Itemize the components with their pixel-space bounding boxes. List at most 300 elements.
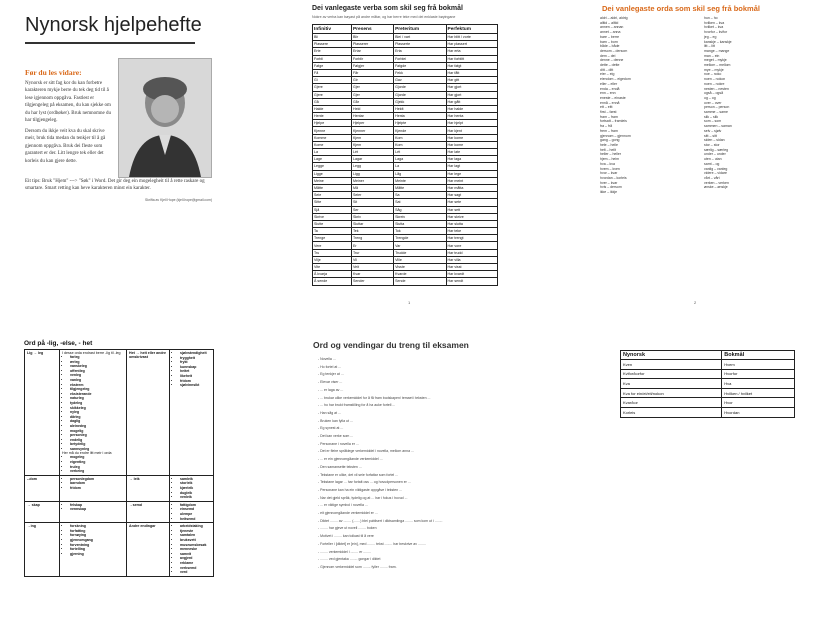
verb-cell: Har halde [446, 105, 497, 112]
portrait-icon [119, 59, 211, 177]
word-pair: eier – eig [600, 72, 615, 77]
nb-cell: Hvem [722, 360, 795, 370]
word-pair: heller – heller [600, 152, 622, 157]
word-pair: hvor – kvar [600, 171, 618, 176]
phrase-text: Det er fleire språklege verkemiddel i novella, mellom anna ... [320, 449, 414, 454]
word-pair: slik – slik [704, 114, 719, 119]
bullet-dash: - [318, 541, 321, 546]
phrase-line [318, 541, 442, 549]
phrase-line [318, 402, 442, 410]
phrase-text: ... er laga av ... [320, 387, 344, 392]
verb-cell: Har kjent [446, 127, 497, 134]
bullet-dash: - [318, 495, 321, 500]
verb-cell: Sjå [313, 206, 352, 213]
word-pair: samt – og [704, 161, 720, 166]
title-rule [25, 42, 195, 44]
word-pair: fram – fram [600, 114, 618, 119]
word-pair: frem – fram [600, 128, 618, 133]
suffix-item: • venleg [70, 373, 124, 378]
suffix-list [172, 524, 211, 575]
verb-cell: Vilje [313, 256, 352, 263]
word-pair: enn – enn [600, 91, 616, 96]
phrase-text: ... er ein gjennomgåande verkemiddel ... [320, 457, 383, 462]
verb-cell: Trudde [394, 249, 446, 256]
verb-cell: Ser [351, 206, 393, 213]
verb-cell: Har kome [446, 141, 497, 148]
verb-cell: Må [351, 184, 393, 191]
word-pair: annen – annan [600, 25, 624, 30]
page-4-title: Ord på -lig, -else, - het [24, 340, 93, 347]
verb-cell: Å sende [313, 278, 352, 285]
verb-cell: Visste [394, 264, 446, 271]
phrase-line [318, 533, 442, 541]
verb-cell: Skriv [351, 213, 393, 220]
suffix-item: • betydelig [70, 442, 124, 447]
word-pair: stor – stor [704, 142, 720, 147]
word-pair: selv – sjølv [704, 128, 722, 133]
word-pair: enda – endå [600, 86, 620, 91]
phrase-line [318, 518, 442, 526]
verb-table [312, 24, 498, 286]
nb-cell: Korleis [621, 407, 722, 417]
word-pair: noen – nokon [704, 77, 726, 82]
suffix-item: • truleg [70, 465, 124, 470]
suffix-item: • skikkeleg [70, 406, 124, 411]
suffix-item: • fridom [70, 486, 124, 491]
phrase-text: Han såg at ... [320, 410, 341, 415]
verb-cell: Hentar [351, 113, 393, 120]
verb-cell: Gjorde [394, 91, 446, 98]
suffix-item: • naturleg [70, 396, 124, 401]
verb-col-header: Infinitiv [313, 25, 352, 34]
nb-cell: Kva [621, 379, 722, 389]
word-pair: hvem – kven [600, 166, 620, 171]
phrase-line [318, 556, 442, 564]
bullet-dash: - [318, 364, 321, 369]
nb-cell: Kvar/kor [621, 398, 722, 408]
word-pair: gang – gong [600, 138, 620, 143]
nb-col-header: Nynorsk [621, 351, 722, 360]
verb-cell: Seier [351, 192, 393, 199]
phrase-text: Elevar viser ... [320, 380, 343, 385]
suffix-row [25, 523, 214, 577]
phrase-line [318, 549, 442, 557]
word-pair: sammen – saman [704, 124, 732, 129]
verb-cell: Har plassert [446, 41, 497, 48]
suffix-item: • vanskeleg [70, 364, 124, 369]
verb-cell: Kvarde [394, 271, 446, 278]
nb-row [621, 369, 795, 379]
verb-cell: Har måtta [446, 184, 497, 191]
suffix-label-2: Het → heit eller andre omskrivast [127, 350, 170, 476]
bullet-dash: - [318, 357, 321, 361]
page-2-subtitle: Nokre av verba kan bøyast på andre måtar, og har berre teke med dei enklaste bøyingane [312, 15, 456, 19]
verb-cell: Erte [313, 48, 352, 55]
verb-cell: Slutte [313, 220, 352, 227]
suffix-item: • frykt [180, 360, 211, 365]
verb-cell: Følgde [394, 62, 446, 69]
verb-cell: Forblir [351, 55, 393, 62]
phrase-line [318, 472, 442, 480]
verb-cell: Lét [394, 149, 446, 156]
verb-cell: Gjere [313, 84, 352, 91]
verb-cell: Følge [313, 62, 352, 69]
bullet-dash: - [318, 449, 321, 454]
word-pair: fortsatt – framleis [600, 119, 627, 124]
verb-col-header: Perfektum [446, 25, 497, 34]
phrase-text: ... er viktige symbol i novella ... [320, 503, 368, 508]
word-pair: vårt – vårt [704, 175, 720, 180]
verb-row [313, 98, 498, 105]
verb-cell: Har lege [446, 170, 497, 177]
verb-cell: Har lagt [446, 163, 497, 170]
page-number: 1 [408, 300, 411, 305]
verb-cell: Sluttar [351, 220, 393, 227]
phrase-line [318, 418, 442, 426]
phrase-line [318, 371, 442, 379]
suffix-item: • offentleg [70, 369, 124, 374]
verb-cell: Ta [313, 228, 352, 235]
nb-cell: Hvilken / hvilket [722, 388, 795, 398]
suffix-item: • samleik [180, 477, 211, 482]
portrait-image [118, 58, 212, 178]
word-pair: vanlig – vanleg [704, 166, 728, 171]
verb-cell: Forblei [394, 55, 446, 62]
word-pair: first – først [600, 110, 617, 115]
suffix-examples [60, 475, 127, 501]
suffix-label: →ing [25, 523, 60, 577]
suffix-item: • sjølvinnsikt [180, 383, 211, 388]
nb-row [621, 360, 795, 370]
verb-cell: Har vore [446, 242, 497, 249]
word-pair: hvorfor – kvifor [704, 30, 728, 35]
verb-row [313, 84, 498, 91]
suffix-item: • eksisterande [70, 392, 124, 397]
verb-cell: Blir [351, 34, 393, 41]
verb-cell: Sit [351, 199, 393, 206]
phrase-line [318, 410, 442, 418]
verb-cell: Såg [394, 206, 446, 213]
verb-cell: Lagar [351, 156, 393, 163]
suffix-item: • forfatting [70, 529, 124, 534]
verb-cell: Sa [394, 192, 446, 199]
verb-cell: Har visst [446, 264, 497, 271]
verb-cell: Gjere [313, 91, 352, 98]
verb-cell: Gi [313, 77, 352, 84]
bullet-dash: - [318, 480, 321, 485]
suffix-item: • verd [180, 570, 211, 575]
suffix-item: • reklame [180, 561, 211, 566]
word-pair: helt – heilt [600, 147, 616, 152]
bullet-dash: - [318, 564, 321, 569]
verb-cell: Går [351, 98, 393, 105]
page-1 [0, 0, 230, 300]
bullet-dash: - [318, 487, 321, 492]
word-pair: eneste – einaste [600, 95, 626, 100]
word-pair: ditt – ditt [600, 67, 614, 72]
verb-row [313, 228, 498, 235]
nb-cell: Hvorfor [722, 369, 795, 379]
verb-cell: Trur [351, 249, 393, 256]
intro-heading: Før du les vidare: [25, 68, 82, 77]
phrase-text: Novella ... [320, 357, 336, 361]
verb-cell: Sende [394, 278, 446, 285]
phrase-text: Det kan verke som ... [320, 434, 354, 439]
phrase-text: ... ho har brukt framstilling for å ha auke fortell ... [320, 403, 396, 408]
suffix-item: • eigentleg [70, 460, 124, 465]
word-pair: uten – utan [704, 157, 722, 162]
intro-paragraph-3: Eit tips: Bruk "Hjem" ---> "Søk" i Word. Det gir deg ein mogelegheit til å rette raskare og smartare. Smart retting kan heve karakteren minst ein karakter. [25, 179, 205, 192]
verb-cell: Har teke [446, 228, 497, 235]
suffix-item: • samtalen [180, 533, 211, 538]
verb-cell: Hjelper [351, 120, 393, 127]
suffix-examples-2 [170, 475, 214, 501]
verb-cell: Sitte [313, 199, 352, 206]
phrase-text: ........ verkemiddel i ........ er ........ [320, 549, 372, 554]
phrase-text: eit gjennomgåande verkemiddel er ... [320, 511, 378, 516]
word-pair: både – både [600, 44, 620, 49]
verb-cell: Lage [313, 156, 352, 163]
phrase-text: Motivet i ........ kan tolkast til å vere [320, 534, 374, 539]
verb-row [313, 105, 498, 112]
suffix-item: • museumsbesøk [180, 543, 211, 548]
verb-row [313, 220, 498, 227]
word-pair: alltid – alltid [600, 20, 619, 25]
verb-cell: Kjende [394, 127, 446, 134]
suffix-item: • gjerning [70, 552, 124, 557]
verb-row [313, 34, 498, 41]
word-pair: siden – sidan [704, 138, 725, 143]
verb-row [313, 41, 498, 48]
phrase-line [318, 479, 442, 487]
verb-cell: Tru [313, 249, 352, 256]
verb-cell: Har sendt [446, 278, 497, 285]
bullet-dash: - [318, 403, 321, 408]
verb-cell: Komme [313, 134, 352, 141]
nb-row [621, 407, 795, 417]
verb-cell: Har trudd [446, 249, 497, 256]
word-pair: mellom – mellom [704, 63, 731, 68]
word-pair: bare – berre [600, 34, 620, 39]
verb-cell: Veit [351, 264, 393, 271]
page-2-title: Dei vanlegaste verba som skil seg frå bokmål [312, 5, 463, 12]
suffix-note: Her må du endre litt meir i orda [62, 451, 112, 456]
phrase-line [318, 395, 442, 403]
suffix-table [24, 349, 214, 577]
bullet-dash: - [318, 426, 321, 431]
word-pair: jeg – eg [704, 34, 717, 39]
verb-col-header: Preteritum [394, 25, 446, 34]
verb-row [313, 62, 498, 69]
suffix-examples-2 [170, 350, 214, 476]
suffix-item: • heitet [180, 369, 211, 374]
intro-paragraph-1: Nynorsk er sitt fag kor du kan forbetre karakteren mykje berre du tek deg tid til å lese igjennom oppgåva. Fastlest er tilgjengeleg på eksamen, du kan sjekke om du har lyst (ordbøker). Bruk nemnomne du har tilgjengeleg. [25, 81, 111, 124]
verb-cell: Legg [351, 163, 393, 170]
suffix-item: • fattigdom [180, 503, 211, 508]
verb-table-header [313, 25, 498, 34]
phrase-line [318, 510, 442, 518]
phrase-text: ... brukar ulike verkemiddel for å få fram bodskapen/ temaet i teksten ... [320, 395, 431, 400]
bullet-dash: - [318, 457, 321, 462]
verb-cell: Meine [313, 177, 352, 184]
verb-cell: Har blitt / vorte [446, 34, 497, 41]
verb-cell: Gir [351, 77, 393, 84]
bullet-dash: - [318, 434, 321, 439]
intro-paragraph-2: Dersom du ikkje veit kva du skal skrive meir, bruk tida medan du tenkjer til å gå gjennom oppgåva. Bruk dei fleste som garantert er der. Litt lengre tek eller det korleis du kan gjere dette. [25, 129, 106, 164]
word-pair: ønske – ønskje [704, 185, 728, 190]
suffix-list [62, 524, 124, 556]
verb-row [313, 55, 498, 62]
verb-cell: Kome [313, 141, 352, 148]
verb-row [313, 184, 498, 191]
verb-cell: Gav [394, 77, 446, 84]
word-pair: mye – mykje [704, 67, 724, 72]
phrase-list [318, 356, 442, 572]
word-pair: hva – kva [600, 161, 615, 166]
verb-row [313, 192, 498, 199]
verb-cell: Kjem [351, 141, 393, 148]
verb-row [313, 256, 498, 263]
suffix-item: • tilgjengeleg [70, 387, 124, 392]
verb-cell: Sender [351, 278, 393, 285]
suffix-item: • fortelling [70, 547, 124, 552]
suffix-item: • verksemd [180, 566, 211, 571]
phrase-text: Forteller i [diktet] er [ein], med ........ tekst ........ har beskrive av ........ [320, 541, 426, 546]
verb-cell: Har meint [446, 177, 497, 184]
suffix-examples-2 [170, 501, 214, 522]
verb-cell: Henta [394, 113, 446, 120]
verb-cell: Gjer [351, 91, 393, 98]
bullet-dash: - [318, 441, 321, 446]
verb-cell: Treng [351, 235, 393, 242]
word-pair: annet – anna [600, 30, 621, 35]
suffix-item: • dugleik [180, 491, 211, 496]
nb-cell: Kvifor/korfor [621, 369, 722, 379]
suffix-item: • vennskap [70, 507, 124, 512]
word-pair: dersom – dersom [600, 48, 628, 53]
word-pair: verken – verken [704, 180, 729, 185]
suffix-row [25, 501, 214, 522]
verb-cell: Legge [313, 163, 352, 170]
word-pair: over – over [704, 100, 722, 105]
verb-cell: Meinte [394, 177, 446, 184]
verb-cell: Har villa [446, 256, 497, 263]
phrase-line [318, 364, 442, 372]
suffix-item: • aleinedeg [70, 424, 124, 429]
suffix-item: • personleg [70, 433, 124, 438]
suffix-item: • kjærleik [180, 486, 211, 491]
word-pair: denne – denne [600, 58, 624, 63]
phrase-text: Diktet ........ av ........ (.......) blei publisert i diktsamlinga ........ som kom ut i ........ [320, 518, 443, 523]
suffix-item: • likeheit [180, 374, 211, 379]
phrase-line [318, 564, 442, 572]
verb-cell: Gå [313, 98, 352, 105]
bullet-dash: - [318, 534, 321, 539]
phrase-line [318, 495, 442, 503]
bullet-dash: - [318, 410, 321, 415]
page-1-title: Nynorsk hjelpehefte [25, 14, 202, 36]
verb-row [313, 127, 498, 134]
verb-cell: Måtte [394, 184, 446, 191]
verb-cell: Hjelpte [394, 120, 446, 127]
verb-cell: Ligge [313, 170, 352, 177]
nb-cell: Kva for ein/ei/eit/nokon [621, 388, 722, 398]
suffix-label: Lig → leg [25, 350, 60, 476]
verb-cell: Måtte [313, 184, 352, 191]
phrase-text: Gjennom verkemiddel som ........ fyller ........ fram. [320, 564, 397, 569]
verb-cell: Har kvardt [446, 271, 497, 278]
bullet-dash: - [318, 503, 321, 508]
bullet-dash: - [318, 464, 321, 469]
suffix-label: → skap [25, 501, 60, 522]
bullet-dash: - [318, 518, 321, 523]
verb-cell: Ville [394, 256, 446, 263]
bullet-dash: - [318, 472, 321, 477]
suffix-item: • bruksvett [180, 538, 211, 543]
phrase-line [318, 425, 442, 433]
suffix-label-2: →semd [127, 501, 170, 522]
phrase-text: Den samansette teksten ... [320, 464, 362, 469]
suffix-item: • ulempe [180, 512, 211, 517]
word-pair: eller – eller [600, 81, 618, 86]
nb-cell: Hvordan [722, 407, 795, 417]
word-pair: som – som [704, 119, 722, 124]
word-pair: nesten – nesten [704, 86, 729, 91]
verb-cell: Erta [394, 48, 446, 55]
word-pair: hjem – heim [600, 157, 620, 162]
verb-cell: Kjem [351, 134, 393, 141]
suffix-item: • storleik [180, 481, 211, 486]
verb-cell: Skreiv [394, 213, 446, 220]
suffix-item: • arbeidstaking [180, 524, 211, 529]
word-pair: dem – dei [600, 53, 616, 58]
phrase-line [318, 433, 442, 441]
verb-cell: Har sagt [446, 192, 497, 199]
suffix-item: • felskap [70, 503, 124, 508]
suffix-label: --dom [25, 475, 60, 501]
suffix-row [25, 475, 214, 501]
suffix-item: • sjølvstendigheit [180, 351, 211, 356]
suffix-item: • barndom [70, 481, 124, 486]
verb-cell: Bli [313, 34, 352, 41]
verb-cell: Har sett [446, 206, 497, 213]
word-pair: meget – mykje [704, 58, 727, 63]
phrase-text: Personane kan ha ein viktigaste oppgåve i teksten ... [320, 487, 403, 492]
verb-cell: Held [351, 105, 393, 112]
suffix-label-2: → leik [127, 475, 170, 501]
verb-cell: Vere [313, 242, 352, 249]
verb-cell: Heldt [394, 105, 446, 112]
verb-row [313, 48, 498, 55]
word-pair: hvis – dersom [600, 185, 622, 190]
bullet-dash: - [318, 549, 321, 554]
verb-cell: Slutta [394, 220, 446, 227]
verb-cell: Har gått [446, 98, 497, 105]
suffix-item: • tydeleg [70, 401, 124, 406]
nb-cell: Kven [621, 360, 722, 370]
phrase-text: ........ har gjeve ut novell ........ boken [320, 526, 377, 531]
verb-cell: Følgjer [351, 62, 393, 69]
suffix-item: • ærleg [70, 360, 124, 365]
verb-cell: Har kome [446, 134, 497, 141]
verb-cell: Har trengt [446, 235, 497, 242]
suffix-list [62, 355, 124, 451]
nb-row [621, 398, 795, 408]
verb-cell: Få [313, 69, 352, 76]
verb-cell: Har skrive [446, 213, 497, 220]
phrase-line [318, 464, 442, 472]
word-pair: videre – vidare [704, 171, 727, 176]
